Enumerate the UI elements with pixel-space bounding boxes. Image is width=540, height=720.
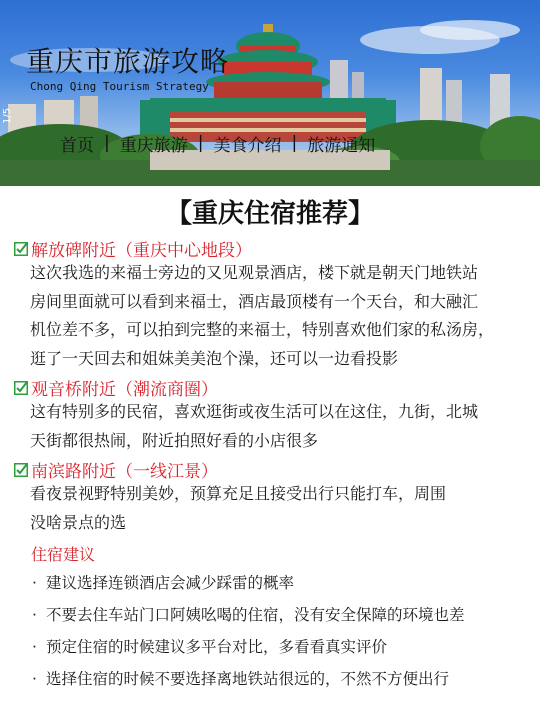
nav-item-travel[interactable]: 重庆旅游: [119, 135, 188, 156]
section-title: 【重庆住宿推荐】: [165, 199, 374, 229]
nav-item-home[interactable]: 首页: [60, 135, 94, 156]
bullet: ·: [32, 638, 37, 656]
area-description: [30, 398, 478, 455]
description-line: 看夜景视野特别美妙，预算充足且接受出行只能打车，周围: [30, 484, 447, 503]
nav-item-notice[interactable]: 旅游通知: [307, 135, 376, 156]
nav-separator: |: [104, 133, 110, 153]
top-nav: [0, 128, 540, 158]
area-heading-jiefangbei: [14, 236, 252, 261]
description-line: 这次我选的来福士旁边的又见观景酒店，楼下就是朝天门地铁站: [30, 263, 479, 282]
page-title: 重庆市旅游攻略: [26, 45, 230, 78]
bullet: ·: [32, 574, 37, 592]
checkbox-check-icon: [14, 463, 28, 477]
area-heading-nanbin-road: [14, 457, 218, 482]
area-description: [30, 480, 446, 537]
list-item: [32, 663, 465, 695]
page-subtitle: Chong Qing Tourism Strategy: [30, 80, 209, 93]
advice-heading: 住宿建议: [31, 545, 96, 564]
description-line: 没啥景点的选: [30, 512, 127, 532]
advice-list: [32, 567, 465, 695]
area-heading-guanyinqiao: [14, 375, 218, 400]
checkbox-check-icon: [14, 381, 28, 395]
description-line: 这有特别多的民宿，喜欢逛街或夜生活可以在这住，九街，北城: [30, 402, 479, 421]
bullet: ·: [32, 606, 37, 624]
page-indicator: 1/5: [2, 107, 13, 124]
header-banner: [0, 0, 540, 186]
nav-separator: |: [197, 133, 204, 153]
list-item: [32, 599, 465, 631]
description-line: 房间里面就可以看到来福士，酒店最顶楼有一个天台，和大融汇: [30, 291, 479, 311]
list-item: [32, 567, 465, 599]
description-line: 逛了一天回去和姐妹美美泡个澡，还可以一边看投影: [30, 348, 399, 368]
area-name: 解放碑附近（重庆中心地段）: [31, 241, 252, 261]
bullet: ·: [32, 670, 37, 688]
checkbox-check-icon: [14, 242, 28, 256]
area-name: 观音桥附近（潮流商圈）: [31, 380, 218, 400]
area-description: [30, 259, 494, 373]
tip-text: 建议选择连锁酒店会减少踩雷的概率: [46, 574, 295, 592]
list-item: [32, 631, 465, 663]
tip-text: 预定住宿的时候建议多平台对比，多看看真实评价: [46, 638, 388, 656]
description-line: 天街都很热闹，附近拍照好看的小店很多: [30, 430, 319, 450]
nav-separator: |: [291, 133, 298, 153]
area-name: 南滨路附近（一线江景）: [31, 462, 218, 482]
chongqing-hall-illustration: [0, 0, 540, 186]
tip-text: 选择住宿的时候不要选择离地铁站很远的，不然不方便出行: [46, 670, 450, 688]
tip-text: 不要去住车站门口阿姨吆喝的住宿，没有安全保障的环境也差: [46, 606, 465, 624]
nav-item-food[interactable]: 美食介绍: [213, 135, 282, 156]
description-line: 机位差不多，可以拍到完整的来福士，特别喜欢他们家的私汤房，: [30, 320, 495, 339]
